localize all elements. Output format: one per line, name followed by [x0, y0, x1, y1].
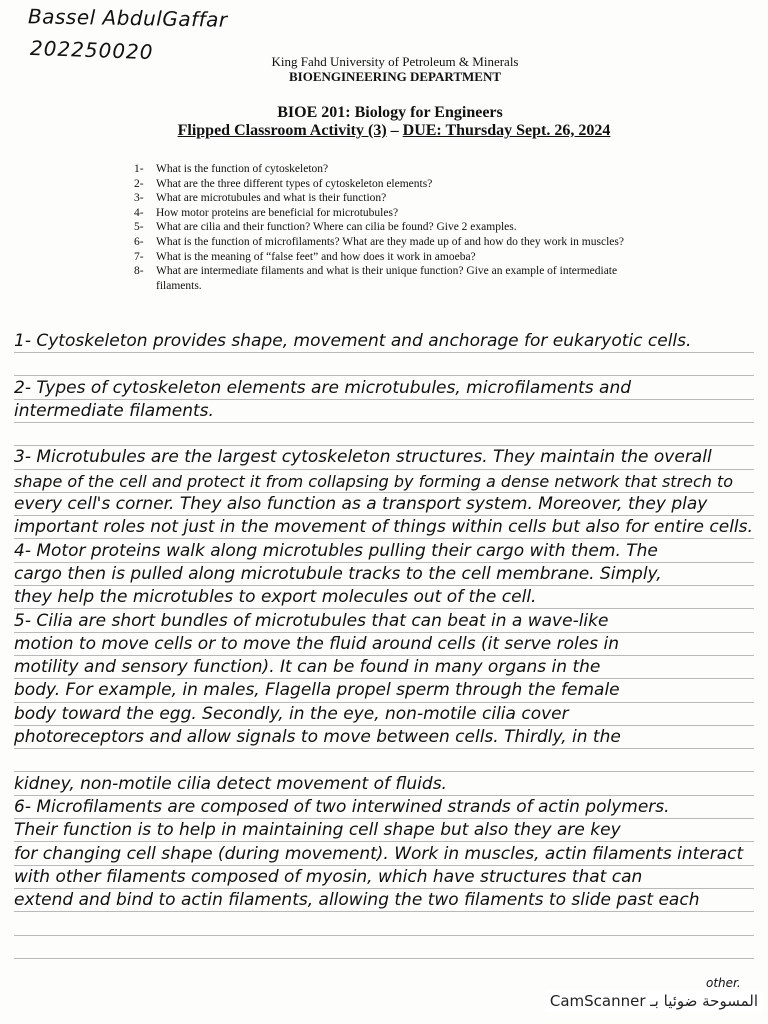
answer-line: extend and bind to actin filaments, allowing the two filaments to slide past each: [14, 890, 700, 911]
answer-line: 4- Motor proteins walk along microtubles pulling their cargo with them. The: [14, 540, 658, 561]
question-item: [134, 220, 654, 235]
question-item: [134, 191, 654, 206]
answer-line: [14, 749, 754, 772]
question-item: [134, 206, 654, 221]
answer-line: 5- Cilia are short bundles of microtubules that can beat in a wave-like: [14, 610, 609, 631]
answer-line: 3- Microtubules are the largest cytoskeleton structures. They maintain the overall: [14, 447, 712, 468]
answer-line: intermediate filaments.: [14, 400, 214, 421]
ruled-line: [14, 958, 754, 959]
question-item: [134, 177, 654, 192]
answer-line: they help the microtubles to export molecules out of the cell.: [14, 587, 537, 608]
question-text: What is the function of microfilaments? What are they made up of and how do they work in muscles?: [156, 235, 624, 248]
university-name: King Fahd University of Petroleum & Minerals: [271, 54, 519, 69]
margin-note: other.: [706, 976, 741, 990]
question-text: What are the three different types of cytoskeleton elements?: [156, 177, 433, 190]
question-item: [134, 162, 654, 177]
answer-line: every cell's corner. They also function as a transport system. Moreover, they play: [14, 494, 708, 515]
answer-line: body toward the egg. Secondly, in the eye, non-motile cilia cover: [14, 703, 569, 724]
question-item: [134, 235, 654, 250]
student-name: Bassel AbdulGaffar: [27, 4, 228, 32]
answer-line: shape of the cell and protect it from collapsing by forming a dense network that strech to: [14, 471, 734, 491]
question-text: What is the meaning of “false feet” and how does it work in amoeba?: [156, 250, 476, 263]
question-number: 3-: [134, 192, 144, 205]
department-name: BIOENGINEERING DEPARTMENT: [288, 69, 502, 84]
question-text: How motor proteins are beneficial for microtubules?: [156, 206, 399, 219]
question-number: 1-: [134, 163, 144, 175]
question-text: What are cilia and their function? Where can cilia be found? Give 2 examples.: [156, 221, 517, 234]
answer-line: Their function is to help in maintaining cell shape but also they are key: [14, 820, 621, 841]
scanner-watermark: CamScanner المسوحة ضوئيا بـ: [546, 990, 762, 1012]
course-title: BIOE 201: Biology for Engineers: [277, 104, 503, 121]
answer-line: [14, 423, 754, 446]
answer-line: 6- Microfilaments are composed of two interwined strands of actin polymers.: [14, 796, 670, 817]
answer-line: body. For example, in males, Flagella propel sperm through the female: [14, 680, 620, 701]
question-item: [134, 250, 654, 265]
question-text: What are intermediate filaments and what is their unique function? Give an example of intermediate filaments.: [156, 265, 618, 292]
title-dash: –: [386, 122, 403, 139]
question-number: 2-: [134, 177, 144, 190]
question-number: 8-: [134, 265, 144, 278]
question-text: What are microtubules and what is their function?: [156, 192, 387, 205]
answer-line: with other filaments composed of myosin, which have structures that can: [14, 866, 643, 887]
student-id: 202250020: [29, 35, 154, 65]
answer-line: for changing cell shape (during movement). Work in muscles, actin filaments interact: [14, 843, 744, 864]
answer-line: cargo then is pulled along microtubule tracks to the cell membrane. Simply,: [14, 563, 662, 584]
activity-title: [124, 122, 664, 140]
handwritten-answers: [14, 330, 754, 912]
answer-line: motility and sensory function). It can be found in many organs in the: [14, 657, 601, 678]
answer-line: 2- Types of cytoskeleton elements are microtubules, microfilaments and: [14, 377, 632, 398]
answer-line: kidney, non-motile cilia detect movement of fluids.: [14, 773, 447, 794]
answer-line: 1- Cytoskeleton provides shape, movement and anchorage for eukaryotic cells.: [14, 331, 692, 351]
question-text: What is the function of cytoskeleton?: [156, 163, 329, 175]
question-item: [134, 264, 654, 293]
question-number: 4-: [134, 206, 144, 219]
answer-line: important roles not just in the movement of things within cells but also for entire cells.: [14, 517, 753, 538]
answer-line: photoreceptors and allow signals to move between cells. Thirdly, in the: [14, 727, 621, 748]
activity-name: Flipped Classroom Activity (3): [177, 122, 387, 139]
answer-line: motion to move cells or to move the fluid around cells (it serve roles in: [14, 633, 619, 654]
question-number: 6-: [134, 235, 144, 248]
ruled-line: [14, 935, 754, 936]
due-date: DUE: Thursday Sept. 26, 2024: [402, 122, 611, 139]
question-number: 5-: [134, 221, 144, 234]
question-number: 7-: [134, 250, 144, 263]
question-list: [134, 162, 654, 293]
answer-line: [14, 353, 754, 376]
